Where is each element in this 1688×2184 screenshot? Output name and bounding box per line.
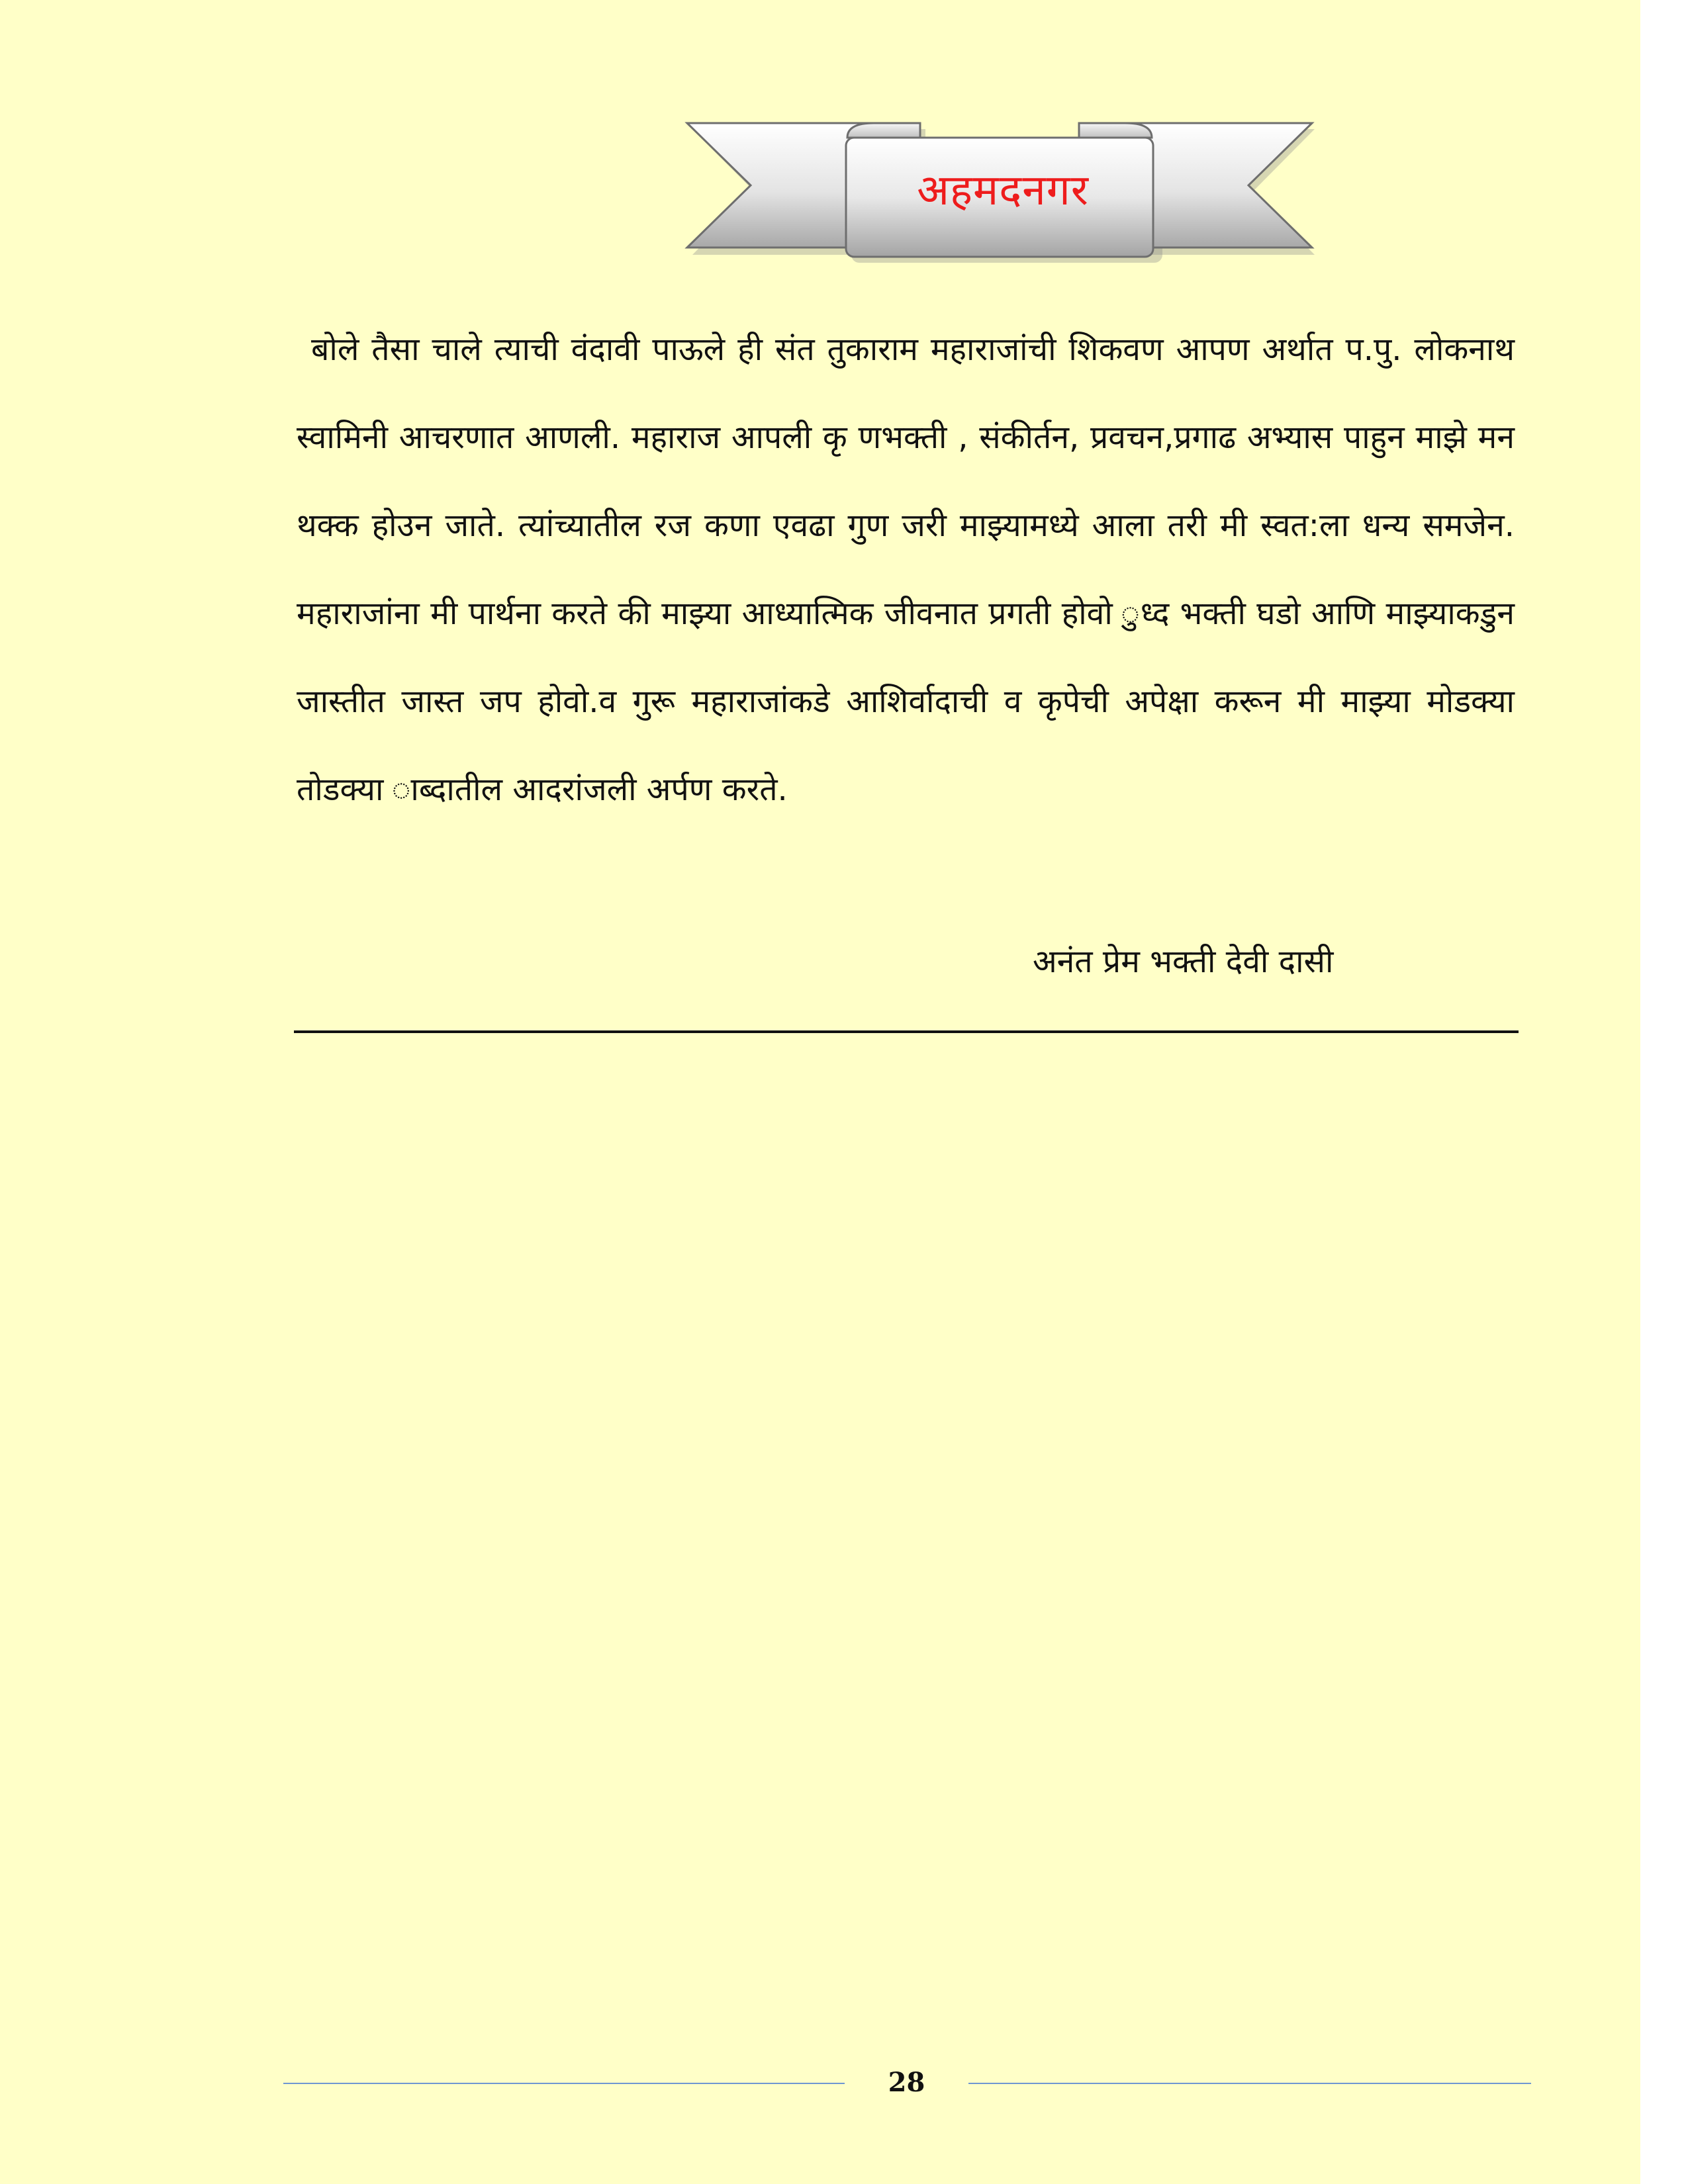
footer-rule-left [283,2083,845,2084]
page-number: 28 [888,2067,925,2098]
tribute-paragraph: बोले तैसा चाले त्याची वंदावी पाऊले ही संत तुकाराम महाराजांची शिकवण आपण अर्थात प.पु. लोकनाथ स्वामिनी आचरणात आणली. महाराज आपली कृ णभक्ती , संकीर्तन, प्रवचन,प्रगाढ अभ्यास पाहुन माझे मन थक्क होउन जाते. त्यांच्यातील रज कणा एवढा गुण जरी माझ्यामध्ये आला तरी मी स्वत:ला धन्य समजेन. महाराजांना मी पार्थना करते की माझ्या आध्यात्मिक जीवनात प्रगती होवो ुध्द भक्ती घडो आणि माझ्याकडुन जास्तीत जास्त जप होवो.व गुरू महाराजांकडे आशिर्वादाची व कृपेची अपेक्षा करून मी माझ्या मोडक्या तोडक्या ाब्दातील आदरांजली अर्पण करते. [297,331,1515,808]
section-divider [294,1030,1519,1033]
banner-title: अहमदनगर [917,166,1089,215]
author-signature: अनंत प्रेम भक्ती देवी दासी [1033,943,1334,980]
footer-rule-right [968,2083,1531,2084]
title-banner [682,118,1317,270]
